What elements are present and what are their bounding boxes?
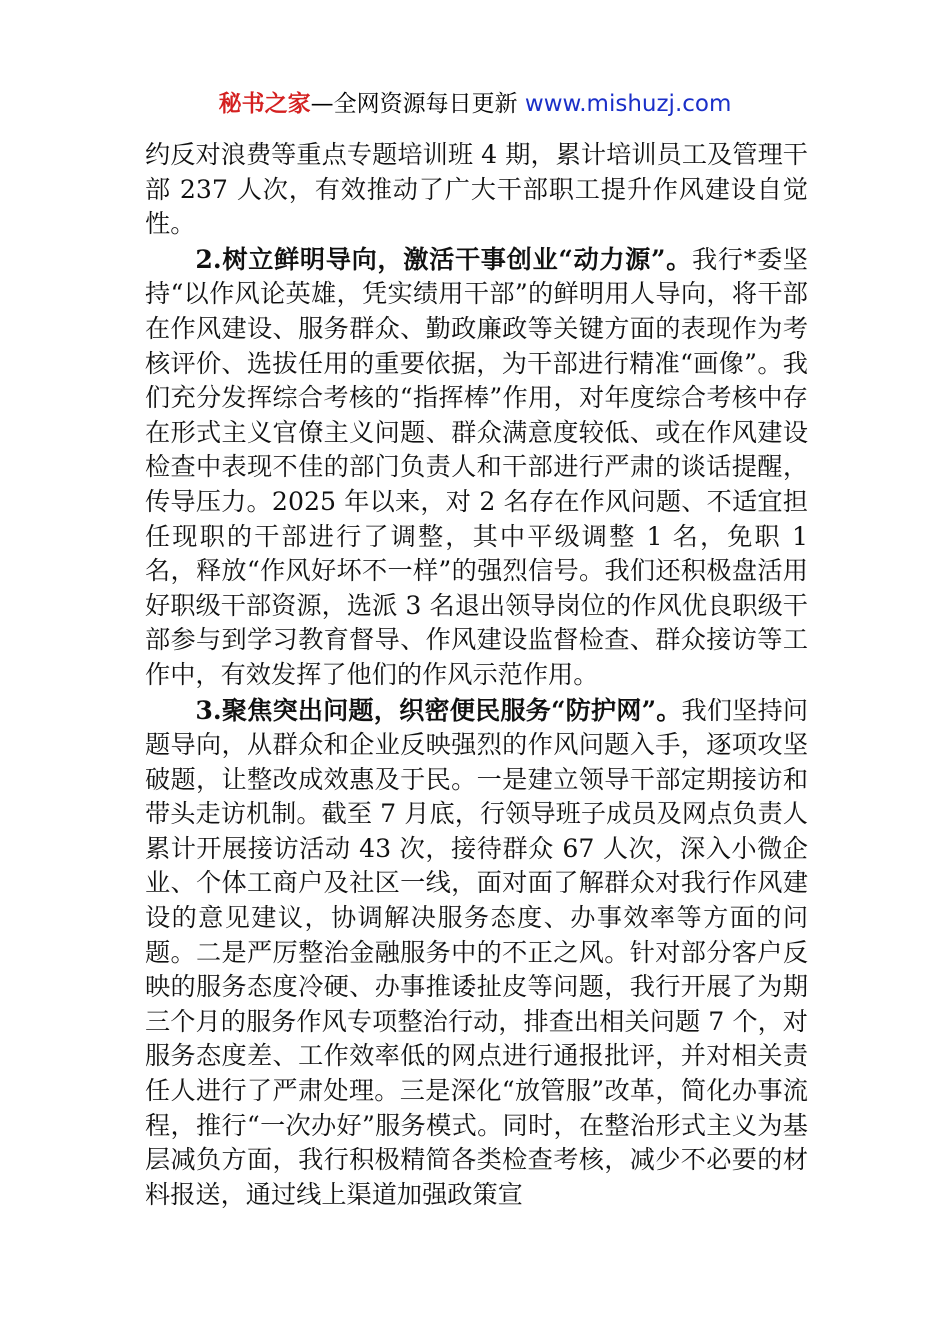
site-url-link[interactable]: www.mishuzj.com: [524, 91, 732, 117]
document-body: [145, 138, 808, 1212]
paragraph-text: 约反对浪费等重点专题培训班 4 期，累计培训员工及管理干部 237 人次，有效推动了广大干部职工提升作风建设自觉性。: [145, 140, 808, 239]
paragraph-text: 我行*委坚持“以作风论英雄，凭实绩用干部”的鲜明用人导向，将干部在作风建设、服务群众、勤政廉政等关键方面的表现作为考核评价、选拔任用的重要依据，为干部进行精准“画像”。我们充分发挥综合考核的“指挥棒”作用，对年度综合考核中存在形式主义官僚主义问题、群众满意度较低、或在作风建设检查中表现不佳的部门负责人和干部进行严肃的谈话提醒，传导压力。2025 年以来，对 2 名存在作风问题、不适宜担任现职的干部进行了调整，其中平级调整 1 名，免职 1 名，释放“作风好坏不一样”的强烈信号。我们还积极盘活用好职级干部资源，选派 3 名退出领导岗位的作风优良职级干部参与到学习教育督导、作风建设监督检查、群众接访等工作中，有效发挥了他们的作风示范作用。: [145, 244, 808, 689]
site-tagline: —全网资源每日更新: [310, 91, 525, 117]
site-header: [0, 88, 950, 120]
paragraph-text: 我们坚持问题导向，从群众和企业反映强烈的作风问题入手，逐项攻坚破题，让整改成效惠及于民。一是建立领导干部定期接访和带头走访机制。截至 7 月底，行领导班子成员及网点负责人累计开展接访活动 43 次，接待群众 67 人次，深入小微企业、个体工商户及社区一线，面对面了解群众对我行作风建设的意见建议，协调解决服务态度、办事效率等方面的问题。二是严厉整治金融服务中的不正之风。针对部分客户反映的服务态度冷硬、办事推诿扯皮等问题，我行开展了为期三个月的服务作风专项整治行动，排查出相关问题 7 个，对服务态度差、工作效率低的网点进行通报批评，并对相关责任人进行了严肃处理。三是深化“放管服”改革，简化办事流程，推行“一次办好”服务模式。同时，在整治形式主义为基层减负方面，我行积极精简各类检查考核，减少不必要的材料报送，通过线上渠道加强政策宣: [145, 695, 809, 1209]
section-2-heading: 2.树立鲜明导向，激活干事创业“动力源”。: [195, 243, 693, 274]
site-brand: 秘书之家: [218, 91, 311, 117]
paragraph-continuation: [145, 138, 808, 242]
section-3-heading: 3.聚焦突出问题，织密便民服务“防护网”。: [195, 694, 682, 725]
paragraph-section-3: [145, 693, 808, 1213]
paragraph-section-2: [145, 242, 808, 693]
